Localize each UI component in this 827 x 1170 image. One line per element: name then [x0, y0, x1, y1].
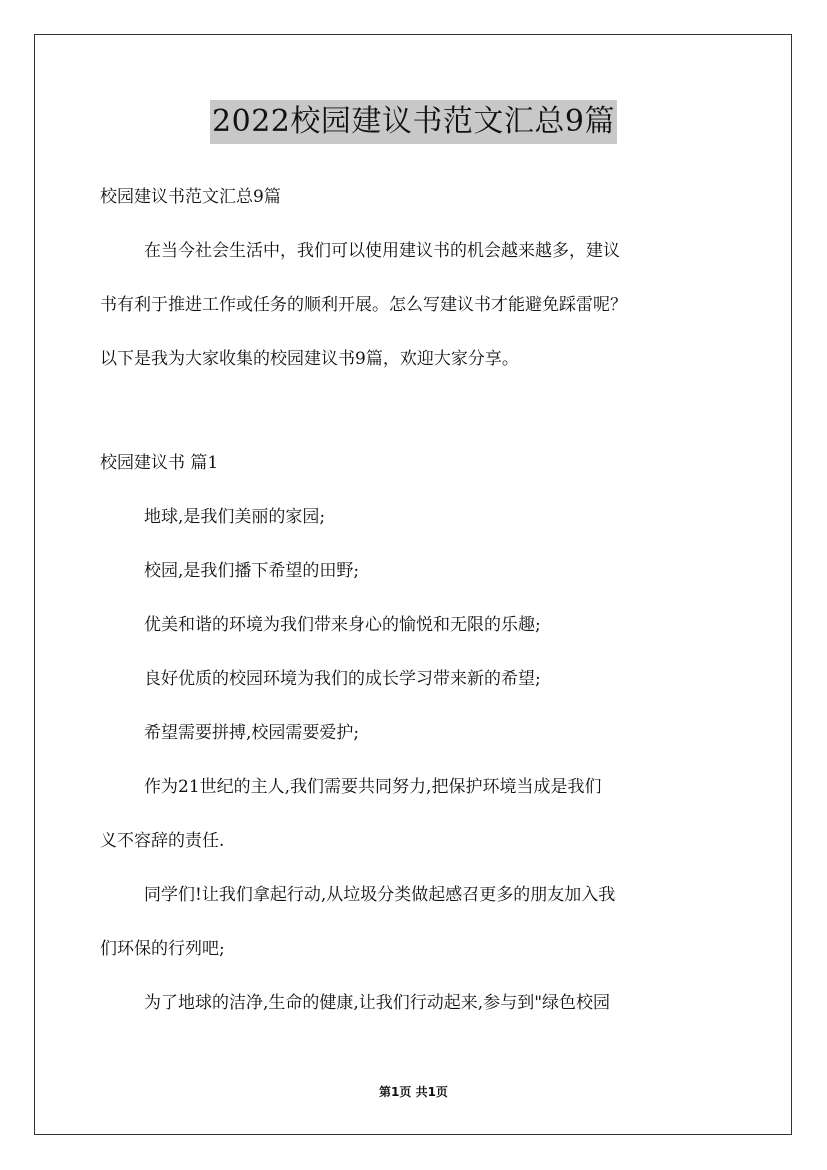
body-line: 们环保的行列吧; — [100, 939, 225, 959]
body-line: 作为21世纪的主人,我们需要共同努力,把保护环境当成是我们 — [144, 777, 602, 797]
body-line: 希望需要拼搏,校园需要爱护; — [144, 723, 360, 743]
page-footer — [0, 1084, 827, 1100]
title-wrap — [0, 100, 827, 144]
body-line: 地球,是我们美丽的家园; — [144, 507, 326, 527]
body-line: 同学们!让我们拿起行动,从垃圾分类做起感召更多的朋友加入我 — [144, 885, 616, 905]
subtitle: 校园建议书范文汇总9篇 — [100, 187, 281, 207]
body-line: 优美和谐的环境为我们带来身心的愉悦和无限的乐趣; — [144, 615, 541, 635]
body-line: 良好优质的校园环境为我们的成长学习带来新的希望; — [144, 669, 541, 689]
body-line: 义不容辞的责任. — [100, 831, 225, 851]
intro-line: 在当今社会生活中，我们可以使用建议书的机会越来越多，建议 — [144, 241, 620, 261]
paragraph-gap — [100, 386, 730, 436]
document-title: 2022校园建议书范文汇总9篇 — [210, 100, 617, 144]
body-line: 为了地球的洁净,生命的健康,让我们行动起来,参与到"绿色校园 — [144, 993, 611, 1013]
intro-line: 书有利于推进工作或任务的顺利开展。怎么写建议书才能避免踩雷呢？ — [100, 295, 627, 315]
intro-line: 以下是我为大家收集的校园建议书9篇，欢迎大家分享。 — [100, 349, 519, 369]
section-heading: 校园建议书 篇1 — [100, 453, 219, 473]
page-number-label: 第1页 共1页 — [379, 1085, 448, 1099]
document-body — [100, 170, 730, 1030]
body-line: 校园,是我们播下希望的田野; — [144, 561, 360, 581]
